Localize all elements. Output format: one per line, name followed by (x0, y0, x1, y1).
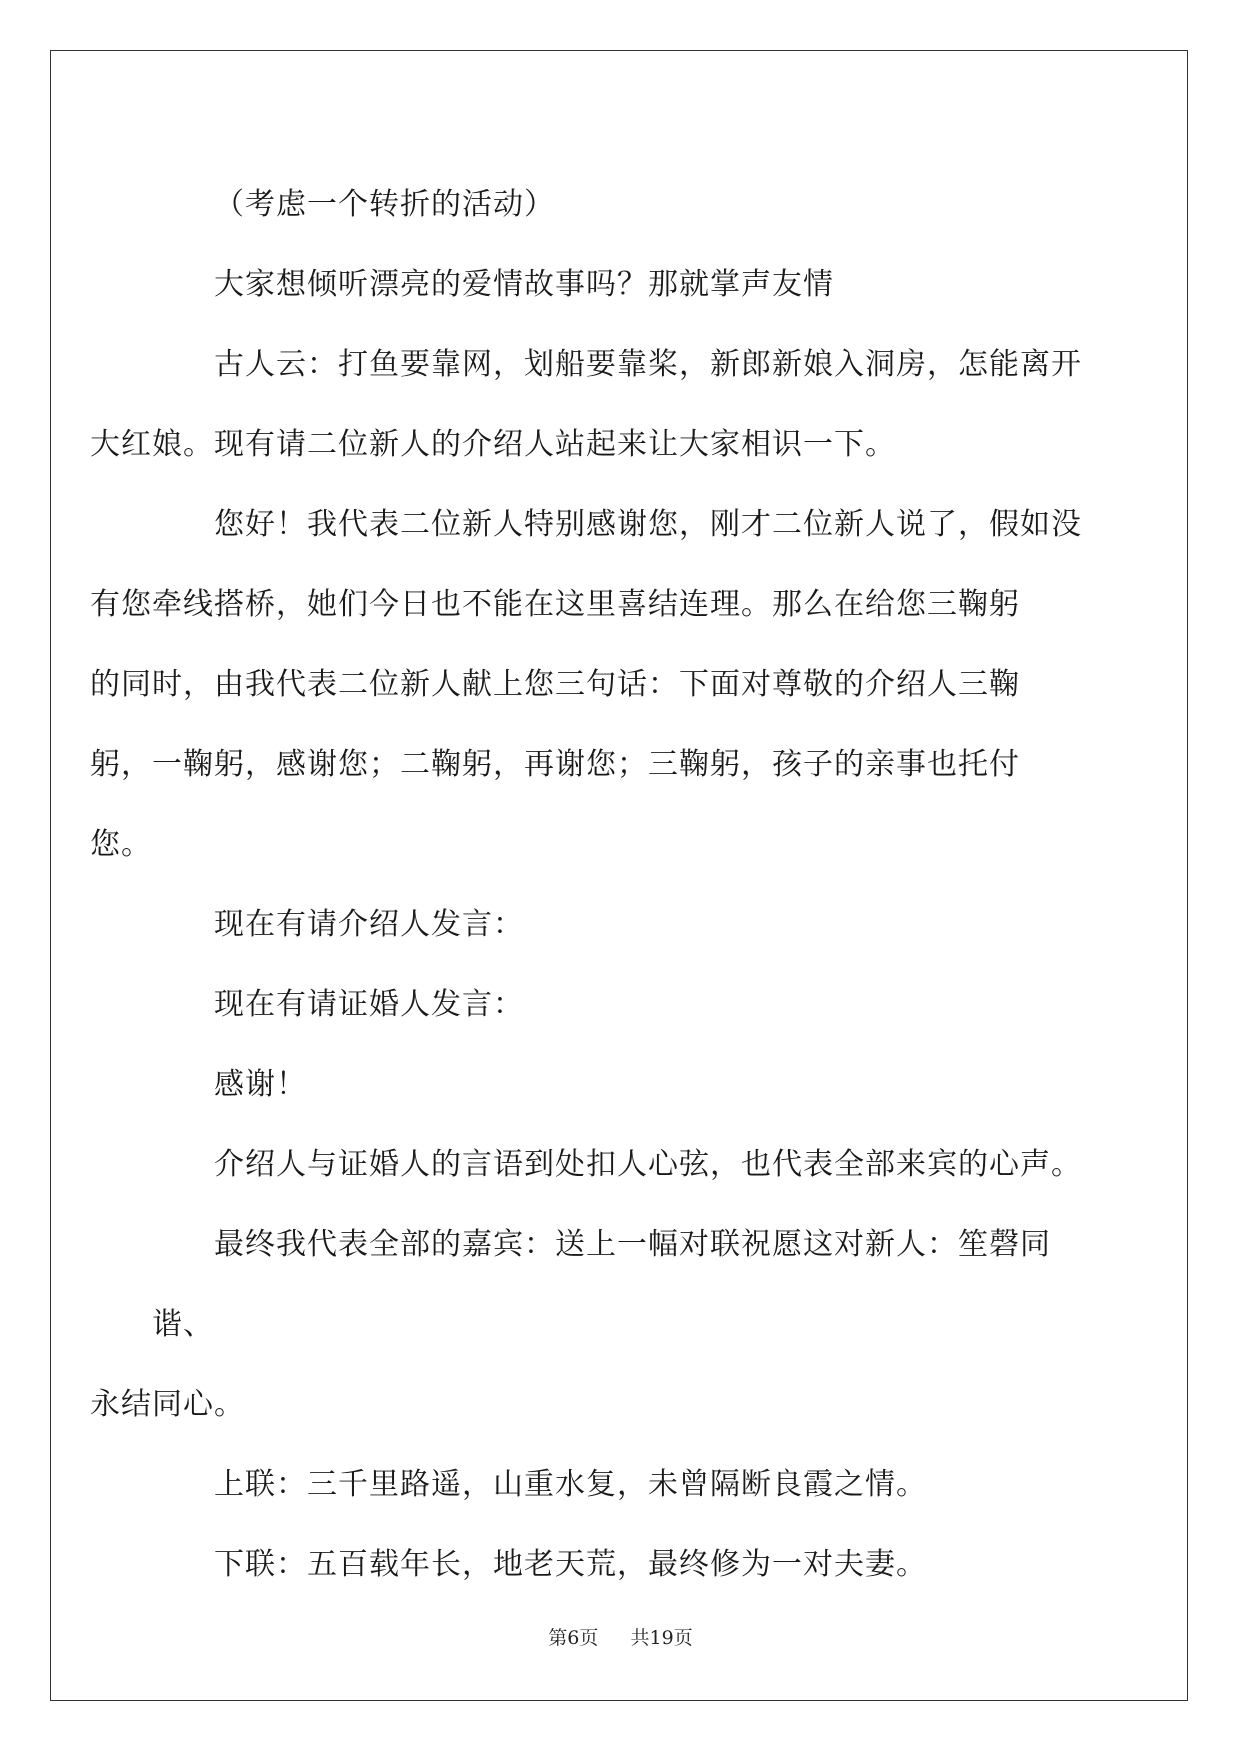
paragraph (90, 1205, 1092, 1445)
paragraph-line: 现在有请介绍人发言： (214, 907, 524, 942)
paragraph-line: 永结同心。 (90, 1387, 245, 1422)
paragraph (152, 1125, 1092, 1205)
paragraph-line: 躬，一鞠躬，感谢您；二鞠躬，再谢您；三鞠躬，孩子的亲事也托付 (90, 747, 1020, 782)
paragraph (90, 325, 1092, 485)
current-page-number: 第6页 (548, 1627, 599, 1649)
paragraph (152, 1525, 1092, 1605)
paragraph (152, 1445, 1092, 1525)
paragraph-line: 的同时，由我代表二位新人献上您三句话：下面对尊敬的介绍人三鞠 (90, 667, 1020, 702)
page-footer (0, 1623, 1241, 1650)
paragraph (152, 1045, 1092, 1125)
paragraph-line: 现在有请证婚人发言： (214, 987, 524, 1022)
paragraph-line: 大红娘。现有请二位新人的介绍人站起来让大家相识一下。 (90, 427, 896, 462)
paragraph (152, 245, 1092, 325)
paragraph-line: 介绍人与证婚人的言语到处扣人心弦，也代表全部来宾的心声。 (214, 1147, 1082, 1182)
paragraph-line: 大家想倾听漂亮的爱情故事吗？那就掌声友情 (214, 267, 834, 302)
paragraph-line: （考虑一个转折的活动） (214, 187, 555, 222)
paragraph (90, 485, 1092, 885)
paragraph (152, 965, 1092, 1045)
paragraph (152, 885, 1092, 965)
paragraph-line: 感谢！ (214, 1067, 307, 1102)
paragraph-line: 上联：三千里路遥，山重水复，未曾隔断良霞之情。 (214, 1467, 927, 1502)
document-body (90, 165, 1092, 1605)
paragraph (152, 165, 1092, 245)
paragraph-line: 您。 (90, 827, 152, 862)
paragraph-line: 有您牵线搭桥，她们今日也不能在这里喜结连理。那么在给您三鞠躬 (90, 587, 1020, 622)
paragraph-line: 最终我代表全部的嘉宾：送上一幅对联祝愿这对新人：笙磬同谐、 (152, 1227, 1051, 1342)
total-page-count: 共19页 (630, 1627, 693, 1649)
paragraph-line: 下联：五百载年长，地老天荒，最终修为一对夫妻。 (214, 1547, 927, 1582)
paragraph-line: 您好！我代表二位新人特别感谢您，刚才二位新人说了，假如没 (214, 507, 1082, 542)
paragraph-line: 古人云：打鱼要靠网，划船要靠桨，新郎新娘入洞房，怎能离开 (214, 347, 1082, 382)
